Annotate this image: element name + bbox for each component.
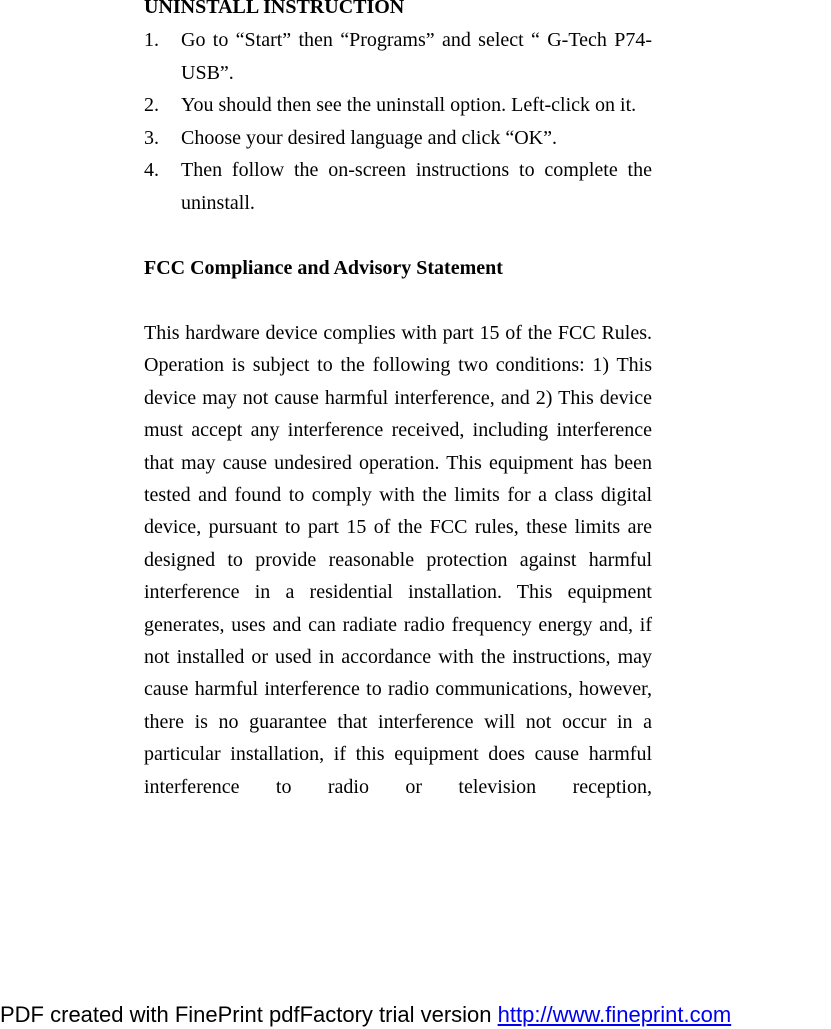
step-number: 2. [144,94,159,116]
step-text: Choose your desired language and click “OK”. [181,126,557,149]
step-number: 3. [144,126,159,149]
document-page [144,0,652,803]
pdf-footer [0,1001,831,1029]
uninstall-heading: UNINSTALL INSTRUCTION [144,0,405,18]
list-item [144,154,652,219]
uninstall-steps-list [144,24,652,219]
step-text: You should then see the uninstall option. Left-click on it. [181,94,637,116]
list-item [144,24,652,89]
list-item [144,89,652,122]
step-text: Then follow the on-screen instructions to complete the uninstall. [181,159,652,214]
fcc-heading: FCC Compliance and Advisory Statement [144,257,503,279]
list-item [144,122,652,155]
fcc-body-paragraph: This hardware device complies with part 15 of the FCC Rules. Operation is subject to the following two conditions: 1) This device may not cause harmful interference, and 2) This device must accept any interference received, including interference that may cause undesired operation. This equipment has been tested and found to comply with the limits for a class digital device, pursuant to part 15 of the FCC rules, these limits are designed to provide reasonable protection against harmful interference in a residential installation. This equipment generates, uses and can radiate radio frequency energy and, if not installed or used in accordance with the instructions, may cause harmful interference to radio communications, however, there is no guarantee that interference will not occur in a particular installation, if this equipment does cause harmful interference to radio or television reception, [144,322,652,798]
step-number: 1. [144,29,159,51]
fineprint-link[interactable]: http://www.fineprint.com [497,1002,732,1027]
step-number: 4. [144,159,159,181]
step-text: Go to “Start” then “Programs” and select “ G-Tech P74-USB”. [181,29,652,84]
footer-text: PDF created with FinePrint pdfFactory trial version [0,1002,498,1027]
